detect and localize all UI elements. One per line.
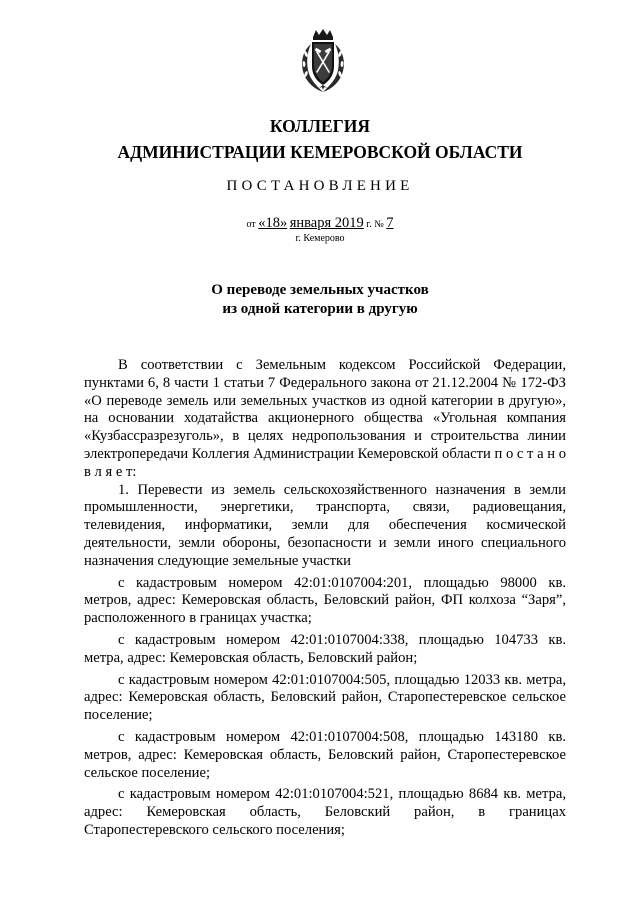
- parcel-item: с кадастровым номером 42:01:0107004:505, площадью 12033 кв. метра, адрес: Кемеровская область, Беловский район, Старопестеревское сельское поселение;: [84, 671, 566, 724]
- date-day: 18: [265, 215, 280, 231]
- document-number: 7: [386, 215, 394, 231]
- parcel-item: с кадастровым номером 42:01:0107004:338, площадью 104733 кв. метра, адрес: Кемеровская область, Беловский район;: [84, 631, 567, 666]
- organization-name: КОЛЛЕГИЯ: [269, 116, 371, 136]
- parcel-item: с кадастровым номером 42:01:0107004:201, площадью 98000 кв. метров, адрес: Кемеровская область, Беловский район, ФП колхоза “Заря”, расположенного в границах участка;: [84, 574, 566, 627]
- document-title-line1: О переводе земельных участков: [211, 282, 429, 298]
- organization-subname: АДМИНИСТРАЦИИ КЕМЕРОВСКОЙ ОБЛАСТИ: [117, 142, 523, 162]
- document-title-line2: из одной категории в другую: [222, 301, 418, 317]
- date-year-suffix: г.: [366, 219, 372, 230]
- parcel-item: с кадастровым номером 42:01:0107004:521, площадью 8684 кв. метра, адрес: Кемеровская область, Беловский район, в границах Старопестеревского сельского поселения;: [84, 786, 566, 838]
- intro-paragraph: В соответствии с Земельным кодексом Российской Федерации, пунктами 6, 8 части 1 статьи 7 Федерального закона от 21.12.2004 № 172-ФЗ «О переводе земель или земельных участков из одной категории в другую», на основании ходатайства акционерного общества «Угольная компания «Кузбассразрезуголь», в целях недропользования и строительства линии электропередачи Коллегия Администрации Кемеровской области п о с т а н о в л я е т:: [84, 357, 567, 480]
- date-close-quote: »: [279, 215, 288, 231]
- parcel-item: с кадастровым номером 42:01:0107004:508, площадью 143180 кв. метров, адрес: Кемеровская область, Беловский район, Старопестеревское сельское поселение;: [84, 728, 567, 781]
- document-type: ПОСТАНОВЛЕНИЕ: [226, 178, 414, 194]
- document-city: г. Кемерово: [295, 233, 345, 244]
- date-from-label: от: [246, 219, 256, 230]
- number-sign: №: [374, 219, 384, 230]
- document-date-line: [0, 216, 640, 232]
- document-body: [84, 357, 566, 840]
- coat-of-arms-emblem: [297, 28, 349, 94]
- item-1-paragraph: 1. Перевести из земель сельскохозяйственного назначения в земли промышленности, энергетики, транспорта, связи, радиовещания, телевидения, информатики, земли для обеспечения космической деятельности, земли обороны, безопасности и земли иного специального назначения следующие земельные участки: [84, 481, 566, 569]
- date-month-year: января 2019: [289, 215, 364, 231]
- date-open-quote: «: [258, 215, 266, 231]
